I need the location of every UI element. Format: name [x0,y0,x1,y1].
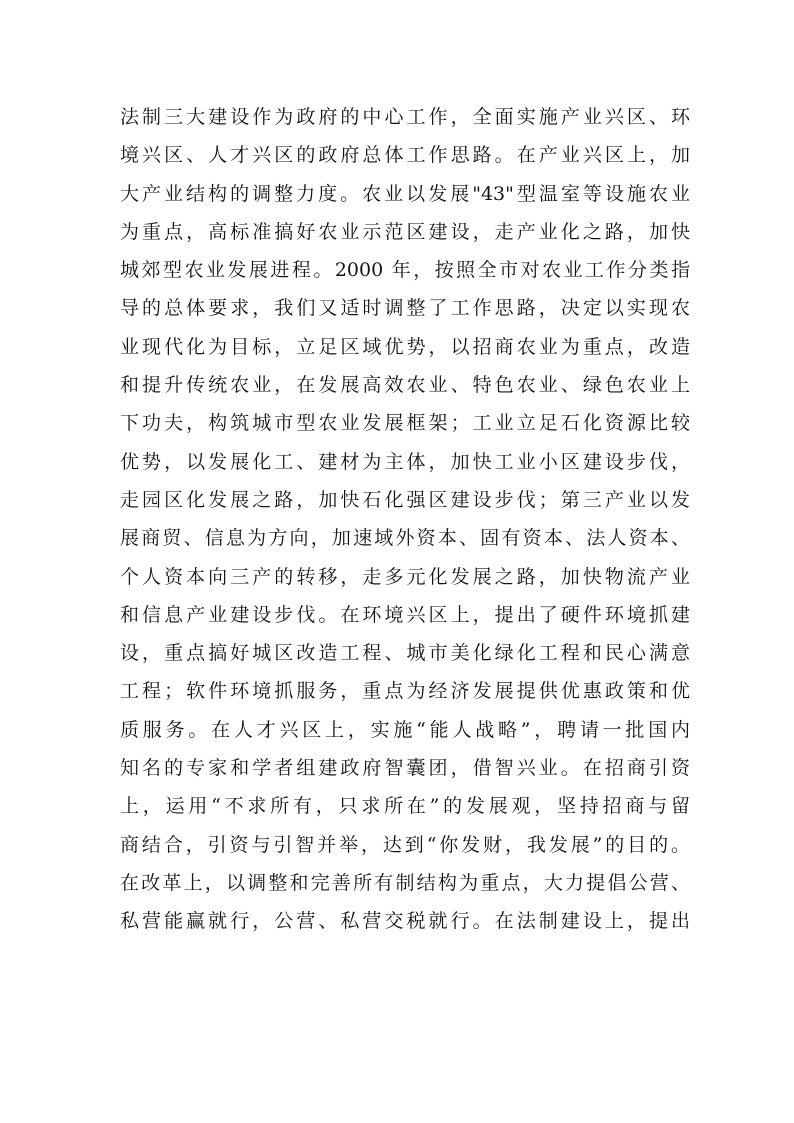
text-line: 城郊型农业发展进程。2000 年，按照全市对农业工作分类指 [120,259,690,282]
text-line: 设，重点搞好城区改造工程、城市美化绿化工程和民心满意 [120,642,690,665]
text-line: 走园区化发展之路，加快石化强区建设步伐；第三产业以发 [120,488,690,511]
text-line: 工程；软件环境抓服务，重点为经济发展提供优惠政策和优 [120,680,690,703]
text-line: 展商贸、信息为方向，加速域外资本、固有资本、法人资本、 [120,527,690,550]
text-line: 下功夫，构筑城市型农业发展框架；工业立足石化资源比较 [120,412,690,435]
text-line: 私营能赢就行，公营、私营交税就行。在法制建设上，提出 [120,910,690,933]
text-line: 优势，以发展化工、建材为主体，加快工业小区建设步伐， [120,450,690,473]
body-text [120,98,690,941]
text-line: 大产业结构的调整力度。农业以发展"43"型温室等设施农业 [120,182,690,205]
text-line: 法制三大建设作为政府的中心工作，全面实施产业兴区、环 [120,106,690,128]
text-line: 在改革上，以调整和完善所有制结构为重点，大力提倡公营、 [120,871,690,894]
text-line: 为重点，高标准搞好农业示范区建设，走产业化之路，加快 [120,220,690,243]
text-line: 业现代化为目标，立足区域优势，以招商农业为重点，改造 [120,335,690,358]
text-line: 商结合，引资与引智并举，达到“你发财，我发展”的目的。 [120,833,690,856]
text-line: 和提升传统农业，在发展高效农业、特色农业、绿色农业上 [120,374,690,397]
text-line: 个人资本向三产的转移，走多元化发展之路，加快物流产业 [120,565,690,588]
text-line: 和信息产业建设步伐。在环境兴区上，提出了硬件环境抓建 [120,603,690,626]
text-line: 导的总体要求，我们又适时调整了工作思路，决定以实现农 [120,297,690,320]
text-line: 境兴区、人才兴区的政府总体工作思路。在产业兴区上，加 [120,144,690,167]
text-line: 质服务。在人才兴区上，实施“能人战略”，聘请一批国内 [120,718,690,741]
text-line: 上，运用“不求所有，只求所在”的发展观，坚持招商与留 [120,795,690,818]
text-line: 知名的专家和学者组建政府智囊团，借智兴业。在招商引资 [120,757,690,780]
